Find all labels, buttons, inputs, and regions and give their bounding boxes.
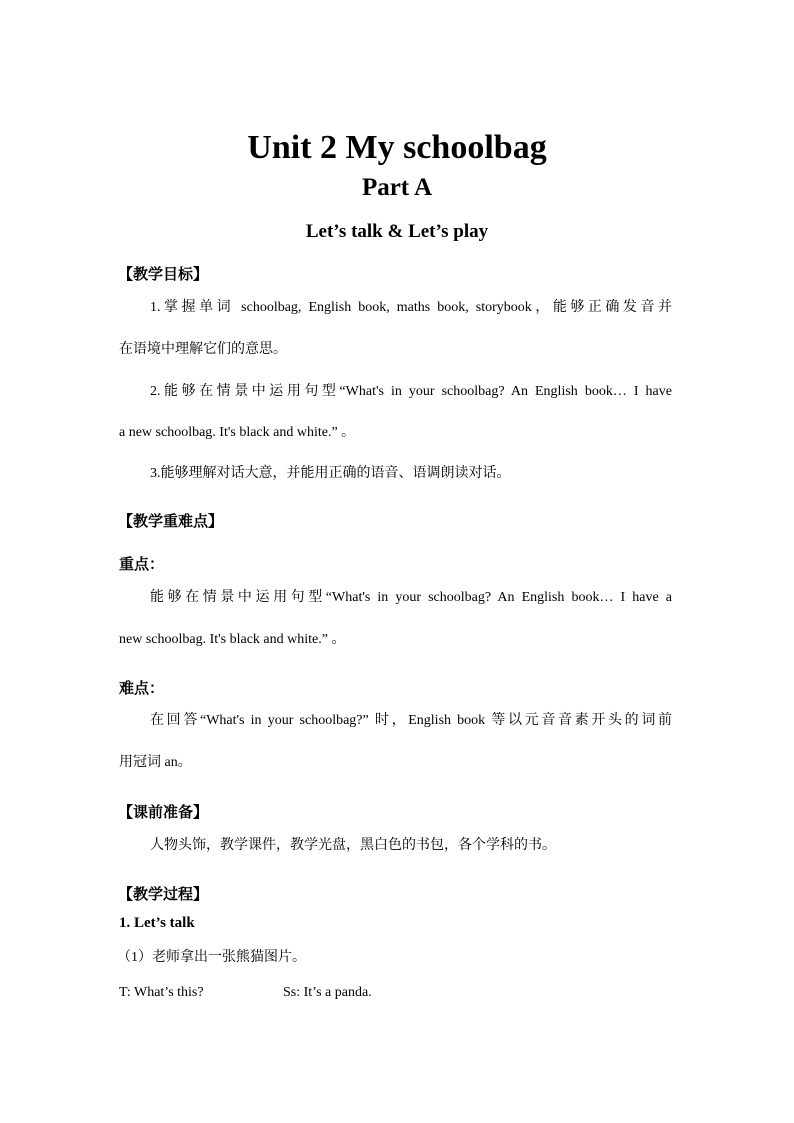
focus-line-1: 能够在情景中运用句型“What's in your schoolbag? An English book… I have a (150, 590, 672, 605)
objectives-heading: 【教学目标】 (118, 265, 209, 283)
objective-3: 3.能够理解对话大意，并能用正确的语音、语调朗读对话。 (150, 466, 511, 481)
objective-1-line-2: 在语境中理解它们的意思。 (119, 342, 287, 357)
difficulty-line-1: 在回答“What's in your schoolbag?” 时，English book 等以元音音素开头的词前 (150, 713, 672, 728)
dialog-teacher: T: What’s this? (119, 985, 204, 1000)
dialog-students: Ss: It’s a panda. (283, 985, 372, 1000)
objective-1-line-1: 1.掌握单词 schoolbag, English book, maths book, storybook，能够正确发音并 (150, 300, 672, 315)
step-1-heading: 1. Let’s talk (119, 915, 195, 931)
process-heading: 【教学过程】 (118, 885, 209, 903)
focus-label: 重点： (119, 555, 165, 573)
preparation-heading: 【课前准备】 (118, 803, 209, 821)
step-1-item-1: （1）老师拿出一张熊猫图片。 (117, 950, 306, 965)
document-title: Unit 2 My schoolbag (247, 129, 547, 166)
lesson-heading: Let’s talk & Let’s play (305, 221, 489, 242)
difficulty-line-2: 用冠词 an。 (119, 755, 192, 770)
focus-line-2: new schoolbag. It's black and white.” 。 (119, 632, 346, 647)
key-points-heading: 【教学重难点】 (118, 512, 224, 530)
preparation-text: 人物头饰，教学课件，教学光盘，黑白色的书包，各个学科的书。 (150, 838, 556, 853)
objective-2-line-2: a new schoolbag. It's black and white.” 。 (119, 425, 356, 440)
part-heading: Part A (361, 174, 433, 201)
difficulty-label: 难点： (119, 679, 165, 697)
objective-2-line-1: 2.能够在情景中运用句型“What's in your schoolbag? An English book… I have (150, 384, 672, 399)
